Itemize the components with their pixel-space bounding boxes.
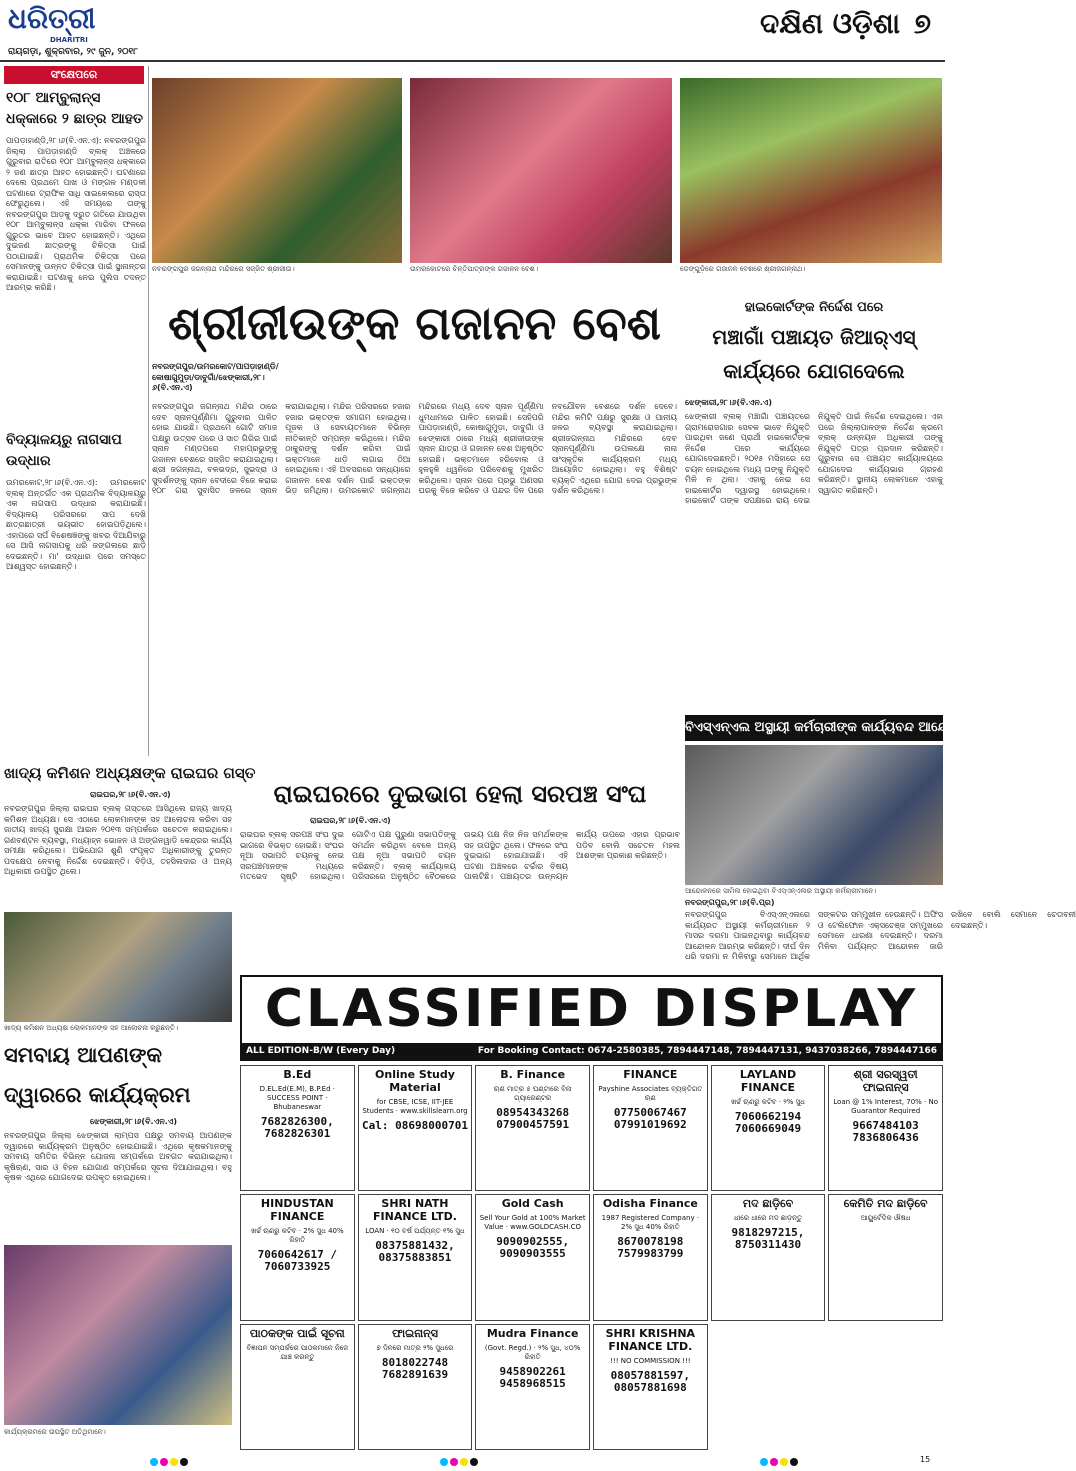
ad-title: କେମିତି ମଦ ଛାଡ଼ିବେ bbox=[843, 1197, 928, 1211]
photo-nabarangpur bbox=[152, 78, 402, 263]
ad-phone: 8670078198 7579983799 bbox=[617, 1235, 684, 1261]
ad-title: Odisha Finance bbox=[602, 1197, 698, 1211]
registration-mark bbox=[760, 1458, 768, 1466]
classified-ad bbox=[240, 1324, 355, 1450]
registration-mark bbox=[780, 1458, 788, 1466]
ad-description: Sell Your Gold at 100% Market Value · www.GOLDCASH.CO bbox=[479, 1214, 586, 1232]
sarpanch-dateline: ରାଇଘର,୨୮।୬(ବି.ଏନ.ଏ) bbox=[310, 816, 391, 825]
logo-subtitle: DHARITRI bbox=[50, 36, 88, 44]
section-title: ଦକ୍ଷିଣ ଓଡ଼ିଶା bbox=[759, 7, 900, 40]
classified-ad bbox=[711, 1194, 826, 1320]
food-caption: ଖାଦ୍ୟ କମିଶନ ଅଧ୍ୟକ୍ଷ ଲୋକମାନଙ୍କ ସହ ଆଲୋଚନା କରୁଛନ୍ତି। bbox=[4, 1024, 179, 1032]
ad-phone: 9818297215, 8750311430 bbox=[731, 1226, 805, 1252]
classified-ad bbox=[358, 1194, 473, 1320]
ad-description: Payshine Associates ବ୍ୟକ୍ତିଗତ ଋଣ bbox=[598, 1085, 703, 1102]
ad-phone: 7060662194 7060669049 bbox=[734, 1110, 802, 1135]
masthead bbox=[0, 0, 945, 62]
lead-dateline: ନବରଙ୍ଗପୁର/ଉମରକୋଟ/ପାପଡ଼ାହାଣ୍ଡି/କୋଷାଗୁମୁଡ଼ା/ଡାବୁଗାଁ/ଝେଙ୍କାରୀ,୨୮।୬(ବି.ଏନ.ଏ) bbox=[152, 362, 279, 392]
brief2-body: ଉମରକୋଟ,୨୮।୬(ବି.ଏନ.ଏ): ଉମରକୋଟ ବ୍ଲକ୍ ଅନ୍ତର୍ଗତ ଏକ ପ୍ରାଥମିକ ବିଦ୍ୟାଳୟରୁ ଏକ ନାଗସାପ ଉଦ୍ଧାର କରାଯାଇଛି। ବିଦ୍ୟାଳୟ ପରିସରରେ ସାପ ଦେଖି ଛାତ୍ରଛାତ୍ରୀ ଭୟଭୀତ ହୋଇପଡ଼ିଥିଲେ। ଏହାପରେ ସର୍ପ ବିଶେଷଜ୍ଞଙ୍କୁ ଖବର ଦିଆଯିବାରୁ ସେ ଆସି ନାଗସାପକୁ ଧରି ଜଙ୍ଗଲରେ ଛାଡ଼ି ଦେଇଛନ୍ତି। ମା' ଉଦ୍ଧାର ପରେ ସମସ୍ତେ ଆଶ୍ୱସ୍ତ ହୋଇଛନ୍ତି। bbox=[6, 478, 146, 571]
ad-description: ୭ ଦିନରେ ମାତ୍ର ୨% ସୁଧରେ bbox=[376, 1343, 454, 1352]
coop-body: ନବରଙ୍ଗପୁର ଜିଲ୍ଲା ଝେଙ୍କାରୀ ଲାମ୍ପସ ପକ୍ଷରୁ ସମବାୟ ଆପଣଙ୍କ ଦ୍ୱାରରେ କାର୍ଯ୍ୟକ୍ରମ ଅନୁଷ୍ଠିତ ହୋଇଯାଇଛି। ଏଥିରେ କୃଷକମାନଙ୍କୁ ସମବାୟ ସମିତିର ବିଭିନ୍ନ ଯୋଜନା ସମ୍ପର୍କରେ ଅବଗତ କରାଯାଇଥିଲା। କୃଷିଋଣ, ସାର ଓ ବିହନ ଯୋଗାଣ ସମ୍ପର୍କରେ ସୂଚନା ଦିଆଯାଇଥିଲା। ବହୁ କୃଷକ ଏଥିରେ ଯୋଗଦେଇ ଉପକୃତ ହୋଇଥିଲେ। bbox=[4, 1131, 232, 1182]
ad-title: ମଦ ଛାଡ଼ିବେ bbox=[742, 1197, 794, 1211]
classified-ad bbox=[358, 1324, 473, 1450]
ad-phone: 9458902261 9458968515 bbox=[499, 1364, 566, 1390]
photo-caption: ନବରଙ୍ଗପୁର ଜଗନ୍ନାଥ ମନ୍ଦିରରେ ସଜ୍ଜିତ ଶ୍ରୀଜୀଉ। bbox=[152, 265, 295, 273]
ad-description: D.EL.Ed(E.M), B.P.Ed · SUCCESS POINT · Bhubaneswar bbox=[259, 1085, 335, 1111]
masthead-rule bbox=[0, 60, 945, 62]
coop-headline: ସମବାୟ ଆପଣଙ୍କ ଦ୍ୱାରରେ କାର୍ଯ୍ୟକ୍ରମ bbox=[4, 1043, 191, 1107]
brief1-headline: ୧୦୮ ଆମ୍ବୁଲାନ୍ସ ଧକ୍କାରେ ୨ ଛାତ୍ର ଆହତ bbox=[6, 90, 143, 127]
ad-phone: 9667484103 7836806436 bbox=[852, 1119, 919, 1144]
food-body: ନବରଙ୍ଗପୁର ଜିଲ୍ଲା ରାଇଘର ବ୍ଲକ୍ ଗସ୍ତରେ ଆସିଥିଲେ ରାଜ୍ୟ ଖାଦ୍ୟ କମିଶନ ଅଧ୍ୟକ୍ଷ। ସେ ଏଠାରେ ଲୋକମାନଙ୍କ ସହ ଆଲୋଚନା କରିବା ସହ ଜାତୀୟ ଖାଦ୍ୟ ସୁରକ୍ଷା ଆଇନ ୨୦୧୩ ସମ୍ପର୍କରେ ସଚେତନ କରାଇଥିଲେ। ଗଣବଣ୍ଟନ ବ୍ୟବସ୍ଥା, ମଧ୍ୟାହ୍ନ ଭୋଜନ ଓ ଅଙ୍ଗନୱାଡ଼ି କେନ୍ଦ୍ରର କାର୍ଯ୍ୟ ସମୀକ୍ଷା କରିଥିଲେ। ଅଭିଯୋଗ ଶୁଣି ସଂପୃକ୍ତ ଅଧିକାରୀଙ୍କୁ ତୁରନ୍ତ ପଦକ୍ଷେପ ନେବାକୁ ନିର୍ଦ୍ଦେଶ ଦେଇଛନ୍ତି। ବିଡ଼ିଓ, ତହସିଲଦାର ଓ ଅନ୍ୟ ଅଧିକାରୀ ଉପସ୍ଥିତ ଥିଲେ। bbox=[4, 804, 232, 876]
ad-phone: 7060642617 / 7060733925 bbox=[257, 1248, 338, 1274]
ad-title: ଶ୍ରୀ ସରସ୍ୱତୀ ଫାଇନାନ୍ସ bbox=[853, 1068, 918, 1094]
registration-mark bbox=[790, 1458, 798, 1466]
photo-caption: ଉମରକୋଟରେ ଚିନ୍ତିପାତ୍ରଙ୍କ ଗଜାନନ ବେଶ। bbox=[410, 265, 538, 273]
hc-body: ଝେଙ୍କାରୀ ବ୍ଲକ୍ ମଞ୍ଚାଗାଁ ପଞ୍ଚାୟତରେ ଗ୍ରାମରୋଜଗାର ସେବକ ଭାବେ ନିଯୁକ୍ତି ପାଇଥିବା ଜଣେ ପ୍ରାର୍ଥୀ ହାଇକୋର୍ଟଙ୍କ ନିର୍ଦ୍ଦେଶ ପରେ କାର୍ଯ୍ୟରେ ଯୋଗଦେଇଛନ୍ତି। ୨୦୧୫ ମସିହାରେ ସେ ଚୟନ ହୋଇଥିଲେ ମଧ୍ୟ ତାଙ୍କୁ ନିଯୁକ୍ତି ମିଳି ନ ଥିଲା। ଏହାକୁ ନେଇ ସେ ହାଇକୋର୍ଟର ଦ୍ୱାରସ୍ଥ ହୋଇଥିଲେ। ହାଇକୋର୍ଟ ତାଙ୍କ ସପକ୍ଷରେ ରାୟ ଦେଇ ନିଯୁକ୍ତି ପାଇଁ ନିର୍ଦ୍ଦେଶ ଦେଇଥିଲେ। ଏହା ପରେ ଜିଲ୍ଲାପାଳଙ୍କ ନିର୍ଦ୍ଦେଶ କ୍ରମେ ବ୍ଲକ୍ ଉନ୍ନୟନ ଅଧିକାରୀ ତାଙ୍କୁ ନିଯୁକ୍ତି ପତ୍ର ପ୍ରଦାନ କରିଛନ୍ତି। ଗୁରୁବାର ସେ ପଞ୍ଚାୟତ କାର୍ଯ୍ୟାଳୟରେ ଯୋଗଦେଇ କାର୍ଯ୍ୟଭାର ଗ୍ରହଣ କରିଛନ୍ତି। ସ୍ଥାନୀୟ ଲୋକମାନେ ଏହାକୁ ସ୍ୱାଗତ କରିଛନ୍ତି। bbox=[685, 412, 943, 505]
ad-description: ଋଣ ମାତ୍ର ୫ ଘଣ୍ଟାରେ ବିନା ଗ୍ୟାରେଣ୍ଟର bbox=[493, 1085, 572, 1102]
page-number: ୭ bbox=[913, 7, 932, 40]
ad-description: (Govt. Regd.) · ୨% ସୁଧ, ୪୦% ରିହାତି bbox=[484, 1343, 581, 1361]
ad-description: ବିଜ୍ଞାପନ ସମ୍ପର୍କରେ ପାଠକମାନେ ନିଜେ ଯାଞ୍ଚ କରନ୍ତୁ bbox=[246, 1343, 349, 1361]
protest-body: ନବରଙ୍ଗପୁର ବିଏସ୍‌ଏନ୍‌ଏଲରେ କାର୍ଯ୍ୟରତ ଅସ୍ଥାୟୀ କର୍ମଚାରୀମାନେ ୨ ମାସର ଦରମା ପାଇନଥିବାରୁ କାର୍ଯ୍ୟବନ୍ଦ ଆନ୍ଦୋଳନ ଆରମ୍ଭ କରିଛନ୍ତି। ଦୀର୍ଘ ଦିନ ଧରି ଦରମା ନ ମିଳିବାରୁ ସେମାନେ ଆର୍ଥିକ ସଙ୍କଟର ସମ୍ମୁଖୀନ ହେଉଛନ୍ତି। ଅଫିସ ଓ ଟେଲିଫୋନ ଏକ୍ସଚେଞ୍ଜ ସମ୍ମୁଖରେ ସେମାନେ ଧାରଣା ଦେଇଛନ୍ତି। ଦରମା ମିଳିବା ପର୍ଯ୍ୟନ୍ତ ଆନ୍ଦୋଳନ ଜାରି ରଖିବେ ବୋଲି ସେମାନେ ଚେତାବନୀ ଦେଇଛନ୍ତି। bbox=[685, 910, 1076, 961]
classified-ad bbox=[711, 1065, 826, 1191]
coop-photo bbox=[4, 1245, 232, 1425]
classified-banner bbox=[240, 975, 943, 1061]
ad-phone: 08375881432, 08375883851 bbox=[375, 1239, 455, 1265]
lead-body: ନବରଙ୍ଗପୁର ଜଗନ୍ନାଥ ମନ୍ଦିର ଠାରେ ଦେବ ସ୍ନାନପୂର୍ଣ୍ଣିମା ଗୁରୁବାର ପାଳିତ ହୋଇ ଯାଇଛି। ପ୍ରଥମେ ଗୋଟି ସମାଜ ପକ୍ଷରୁ ଉତ୍ସବ ପରେ ଓ ସାତ ଗିରିର ପାଇଁ ସ୍ନାନ ମଣ୍ଡପରେ ମହାପ୍ରଭୁଙ୍କୁ ଗଜାନନ ବେଶରେ ସଜ୍ଜିତ କରାଯାଇଥିଲା। ଶ୍ରୀ ଜଗନ୍ନାଥ, ବଳଭଦ୍ର, ସୁଭଦ୍ରା ଓ ସୁଦର୍ଶନଙ୍କୁ ସ୍ନାନ ବେଦୀରେ ବିଜେ କରାଇ ୧୦୮ ଗରା ସୁବାସିତ ଜଳରେ ସ୍ନାନ କରାଯାଇଥିଲା। ମନ୍ଦିର ପରିସରରେ ହଜାର ହଜାର ଭକ୍ତଙ୍କ ସମାଗମ ହୋଇଥିଲା। ପୂଜକ ଓ ସେବାୟତମାନେ ବିଭିନ୍ନ ନୀତିକାନ୍ତି ସମ୍ପନ୍ନ କରିଥିଲେ। ମନ୍ଦିର ଠାକୁରଙ୍କୁ ଦର୍ଶନ କରିବା ପାଇଁ ଭକ୍ତମାନେ ଧାଡ଼ି ଲଗାଇ ଠିଆ ହୋଇଥିଲେ। ଏହି ଅବସରରେ ସନ୍ଧ୍ୟାରେ ଗଜାନନ ବେଶ ଦର୍ଶନ ପାଇଁ ଭକ୍ତଙ୍କ ଭିଡ଼ ଜମିଥିଲା। ଉମରକୋଟ ଜଗନ୍ନାଥ ମନ୍ଦିରରେ ମଧ୍ୟ ଦେବ ସ୍ନାନ ପୂର୍ଣ୍ଣିମା ଧୁମଧାମରେ ପାଳିତ ହୋଇଛି। ସେହିପରି ପାପଡ଼ାହାଣ୍ଡି, କୋଷାଗୁମୁଡ଼ା, ଡାବୁଗାଁ ଓ ଝେଙ୍କାରୀ ଠାରେ ମଧ୍ୟ ଶ୍ରୀଜୀଉଙ୍କ ସ୍ନାନ ଯାତ୍ରା ଓ ଗଜାନନ ବେଶ ଅନୁଷ୍ଠିତ ହୋଇଛି। ଭକ୍ତମାନେ ହରିବୋଲ ଓ ହୁଳହୁଳି ଧ୍ୱନିରେ ପରିବେଶକୁ ମୁଖରିତ କରିଥିଲେ। ସ୍ନାନ ପରେ ପ୍ରଭୁ ଅଣସର ଘରକୁ ବିଜେ କରିବେ ଓ ପନ୍ଦର ଦିନ ପରେ ନବଯୌବନ ବେଶରେ ଦର୍ଶନ ଦେବେ। ମନ୍ଦିର କମିଟି ପକ୍ଷରୁ ସୁରକ୍ଷା ଓ ପାନୀୟ ଜଳର ବ୍ୟବସ୍ଥା କରାଯାଇଥିଲା। ଶ୍ରୀଜଗନ୍ନାଥ ମନ୍ଦିରରେ ଦେବ ସ୍ନାନପୂର୍ଣ୍ଣିମା ଉପଲକ୍ଷେ ନାନା ସାଂସ୍କୃତିକ କାର୍ଯ୍ୟକ୍ରମ ମଧ୍ୟ ଆୟୋଜିତ ହୋଇଥିଲା। ବହୁ ବିଶିଷ୍ଟ ବ୍ୟକ୍ତି ଏଥିରେ ଯୋଗ ଦେଇ ପ୍ରଭୁଙ୍କ ଦର୍ଶନ କରିଥିଲେ। bbox=[152, 402, 677, 495]
ad-phone: 07750067467 07991019692 bbox=[613, 1106, 687, 1131]
classified-ad bbox=[240, 1065, 355, 1191]
ad-description: ଖର୍ଚ୍ଚ ଋଣରୁ କଟିବ · 2% ସୁଧ 40% ରିହାତି bbox=[251, 1227, 344, 1245]
registration-mark bbox=[440, 1458, 448, 1466]
ad-title: Gold Cash bbox=[501, 1197, 564, 1211]
classified-booking: For Booking Contact: 0674-2580385, 7894447148, 7894447131, 9437038266, 7894447166 bbox=[477, 1046, 937, 1056]
edition-label: ALL EDITION-B/W (Every Day) bbox=[246, 1046, 396, 1056]
classified-title: CLASSIFIED DISPLAY bbox=[264, 979, 919, 1039]
registration-mark bbox=[450, 1458, 458, 1466]
classified-ad bbox=[593, 1065, 708, 1191]
classified-ad bbox=[475, 1194, 590, 1320]
protest-headline: ବିଏସ୍‌ଏନ୍‌ଏଲ ଅସ୍ଥାୟୀ କର୍ମଚାରୀଙ୍କ କାର୍ଯ୍ୟବନ୍ଦ ଆନ୍ଦୋଳନ bbox=[685, 715, 943, 741]
ad-title: B.Ed bbox=[283, 1068, 312, 1081]
registration-mark bbox=[460, 1458, 468, 1466]
registration-mark bbox=[150, 1458, 158, 1466]
ad-title: Online Study Material bbox=[375, 1068, 455, 1094]
registration-mark bbox=[470, 1458, 478, 1466]
brief2-headline: ବିଦ୍ୟାଳୟରୁ ନାଗସାପ ଉଦ୍ଧାର bbox=[6, 432, 122, 469]
ad-title: ପାଠକଙ୍କ ପାଇଁ ସୂଚନା bbox=[249, 1326, 345, 1340]
hc-dateline: ଝେଙ୍କାରୀ,୨୮।୬(ବି.ଏନ.ଏ) bbox=[685, 398, 773, 407]
ad-description: LOAN · ୧୦ ବର୍ଷ ପର୍ଯ୍ୟନ୍ତ ୧% ସୁଧ bbox=[365, 1227, 465, 1236]
ad-title: HINDUSTAN FINANCE bbox=[260, 1197, 334, 1224]
hc-headline: ମଞ୍ଚାଗାଁ ପଞ୍ଚାୟତ ଜିଆର୍‌ଏସ୍ କାର୍ଯ୍ୟରେ ଯୋଗଦେଲେ bbox=[712, 325, 916, 383]
hc-kicker: ହାଇକୋର୍ଟଙ୍କ ନିର୍ଦ୍ଦେଶ ପରେ bbox=[744, 300, 884, 315]
folio: 15 bbox=[920, 1455, 931, 1464]
briefs-tag: ସଂକ୍ଷେପରେ bbox=[4, 66, 144, 84]
coop-dateline: ଝେଙ୍କାରୀ,୨୮।୬(ବି.ଏନ.ଏ) bbox=[90, 1117, 178, 1126]
ad-title: SHRI KRISHNA FINANCE LTD. bbox=[605, 1326, 696, 1353]
ad-phone: 08057881597, 08057881698 bbox=[610, 1368, 691, 1394]
ad-description: for CBSE, ICSE, IIT-JEE Students · www.skillslearn.org bbox=[362, 1098, 468, 1115]
registration-mark bbox=[160, 1458, 168, 1466]
protest-photo bbox=[685, 745, 943, 885]
ad-title: LAYLAND FINANCE bbox=[739, 1068, 797, 1094]
ad-title: SHRI NATH FINANCE LTD. bbox=[373, 1197, 457, 1224]
coop-caption: କାର୍ଯ୍ୟକ୍ରମରେ ଉପସ୍ଥିତ ଅତିଥିମାନେ। bbox=[4, 1428, 106, 1436]
protest-dateline: ନବରଙ୍ଗପୁର,୨୮।୬(ବି.ପ୍ର) bbox=[685, 898, 775, 907]
ad-title: ଫାଇନାନ୍ସ bbox=[392, 1326, 438, 1340]
ad-description: ଖର୍ଚ୍ଚ ଋଣରୁ କଟିବ · ୨% ସୁଧ bbox=[731, 1098, 805, 1106]
ad-description: ଧୀରେ ଧୀରେ ମଦ ଛାଡ଼ନ୍ତୁ bbox=[734, 1214, 802, 1223]
logo: ଧରିତ୍ରୀ bbox=[8, 2, 96, 35]
ad-phone: 9090902555, 9090903555 bbox=[496, 1235, 570, 1261]
classified-ad bbox=[828, 1194, 943, 1320]
food-dateline: ରାଇଘର,୨୮।୬(ବି.ଏନ.ଏ) bbox=[90, 790, 171, 799]
classified-ad bbox=[475, 1324, 590, 1450]
classified-ad bbox=[358, 1065, 473, 1191]
ad-title: Mudra Finance bbox=[486, 1326, 579, 1340]
ad-description: Loan @ 1% Interest, 70% · No Guarantor Required bbox=[833, 1098, 939, 1115]
lead-headline: ଶ୍ରୀଜୀଉଙ୍କ ଗଜାନନ ବେଶ bbox=[168, 296, 661, 350]
sarpanch-headline: ରାଇଘରରେ ଦୁଇଭାଗ ହେଲା ସରପଞ୍ଚ ସଂଘ bbox=[273, 780, 647, 808]
classified-ad bbox=[475, 1065, 590, 1191]
protest-caption: ଆନ୍ଦୋଳନରେ ସାମିଲ ହୋଇଥିବା ବିଏସ୍‌ଏନ୍‌ଏଲର ଅସ୍ଥାୟୀ କର୍ମଚାରୀମାନେ। bbox=[685, 887, 877, 895]
ad-title: B. Finance bbox=[500, 1068, 566, 1081]
ad-phone: 08954343268 07900457591 bbox=[496, 1106, 570, 1131]
photo-umerkote bbox=[410, 78, 672, 263]
classified-ad bbox=[593, 1324, 708, 1450]
classified-ad bbox=[828, 1065, 943, 1191]
registration-mark bbox=[170, 1458, 178, 1466]
registration-mark bbox=[770, 1458, 778, 1466]
classified-ad bbox=[240, 1194, 355, 1320]
ad-title: FINANCE bbox=[623, 1068, 678, 1081]
photo-caption: ଡେଙ୍ଗୁଡ଼ିରେ ଗଜାନନ ବେଶରେ ଶ୍ରୀଜଗନ୍ନାଥ। bbox=[680, 265, 806, 273]
ad-description: ଆୟୁର୍ବେଦିକ ଔଷଧ bbox=[860, 1214, 911, 1223]
food-photo bbox=[4, 912, 232, 1022]
ad-description: 1987 Registered Company · 2% ସୁଧ 40% ରିହାତି bbox=[601, 1214, 700, 1232]
sarpanch-body: ରାଇଘର ବ୍ଲକ୍ ସରପଞ୍ଚ ସଂଘ ଦୁଇ ଭାଗରେ ବିଭକ୍ତ ହୋଇଛି। ସଂଘର ନୂଆ ସଭାପତି ଚୟନକୁ ନେଇ ସରପଞ୍ଚମାନଙ୍କ ମଧ୍ୟରେ ମତଭେଦ ସୃଷ୍ଟି ହୋଇଥିଲା। ଗୋଟିଏ ପକ୍ଷ ପୁରୁଣା ସଭାପତିଙ୍କୁ ସମର୍ଥନ କରିଥିବା ବେଳେ ଅନ୍ୟ ପକ୍ଷ ନୂଆ ସଭାପତି ଚୟନ କରିଛନ୍ତି। ବ୍ଲକ୍ କାର୍ଯ୍ୟାଳୟ ପରିସରରେ ଅନୁଷ୍ଠିତ ବୈଠକରେ ଉଭୟ ପକ୍ଷ ନିଜ ନିଜ ସମର୍ଥକଙ୍କ ସହ ଉପସ୍ଥିତ ଥିଲେ। ଫଳରେ ସଂଘ ଦୁଇଭାଗ ହୋଇଯାଇଛି। ଏହି ଘଟଣା ଅଞ୍ଚଳରେ ଚର୍ଚ୍ଚାର ବିଷୟ ପାଲଟିଛି। ପଞ୍ଚାୟତର ଉନ୍ନୟନ କାର୍ଯ୍ୟ ଉପରେ ଏହାର ପ୍ରଭାବ ପଡ଼ିବ ବୋଲି ସଚେତନ ମହଲ ଆଶଙ୍କା ପ୍ରକାଶ କରିଛନ୍ତି। bbox=[240, 830, 680, 881]
column-rule bbox=[148, 66, 149, 756]
classified-ads-grid bbox=[240, 1065, 943, 1450]
dateline-bar: ରାୟଗଡ଼ା, ଶୁକ୍ରବାର, ୨୯ ଜୁନ, ୨୦୧୮ bbox=[8, 47, 138, 57]
ad-description: !!! NO COMMISSION !!! bbox=[610, 1356, 691, 1365]
ad-phone: Cal: 08698000701 bbox=[362, 1119, 468, 1132]
ad-phone: 8018022748 7682891639 bbox=[381, 1355, 449, 1381]
brief1-body: ପାପଡ଼ାହାଣ୍ଡି,୨୮।୬(ବି.ଏନ.ଏ): ନବରଙ୍ଗପୁର ଜିଲ୍ଲା ପାପଡ଼ାହାଣ୍ଡି ବ୍ଲକ୍ ଅଞ୍ଚଳରେ ଗୁରୁବାର ରାତିରେ ୧୦୮ ଆମ୍ବୁଲାନ୍ସ ଧକ୍କାରେ ୨ ଜଣ ଛାତ୍ର ଆହତ ହୋଇଛନ୍ତି। ଘଟଣାରେ ଦେଲେ ପ୍ରଥମେ ପାଖ ଓ ମଙ୍ଗଳ ମଣ୍ଡଳୀ ଘଟଣାରେ ଟ୍ରାଫିକ ସାଧି ସାଇକେଲରେ ରାସ୍ତା ଫେରୁଥିଲେ। ଏହି ସମୟରେ ତାଙ୍କୁ ନବରଙ୍ଗପୁର ଆଡ଼କୁ ଦ୍ରୁତ ଗତିରେ ଯାଉଥିବା ୧୦୮ ଆମ୍ବୁଲାନ୍ସ ଧକ୍କା ମାରିବା ଫଳରେ ଗୁରୁତର ଭାବେ ଆହତ ହୋଇଛନ୍ତି। ଏଥିରେ ଦୁଇଜଣ ଛାତ୍ରଙ୍କୁ ଚିକିତ୍ସା ପାଇଁ ପଠାଯାଇଛି। ପ୍ରାଥମିକ ଚିକିତ୍ସା ପରେ ସେମାନଙ୍କୁ ଉନ୍ନତ ଚିକିତ୍ସା ପାଇଁ ସ୍ଥାନାନ୍ତର କରାଯାଇଛି। ଘଟଣାକୁ ନେଇ ପୁଲିସ ତଦନ୍ତ ଆରମ୍ଭ କରିଛି। bbox=[6, 136, 146, 292]
photo-jhenkari bbox=[680, 78, 942, 263]
classified-ad bbox=[593, 1194, 708, 1320]
food-headline: ଖାଦ୍ୟ କମିଶନ ଅଧ୍ୟକ୍ଷଙ୍କ ରାଇଘର ଗସ୍ତ bbox=[4, 764, 256, 782]
ad-phone: 7682826300, 7682826301 bbox=[260, 1115, 334, 1140]
registration-mark bbox=[180, 1458, 188, 1466]
